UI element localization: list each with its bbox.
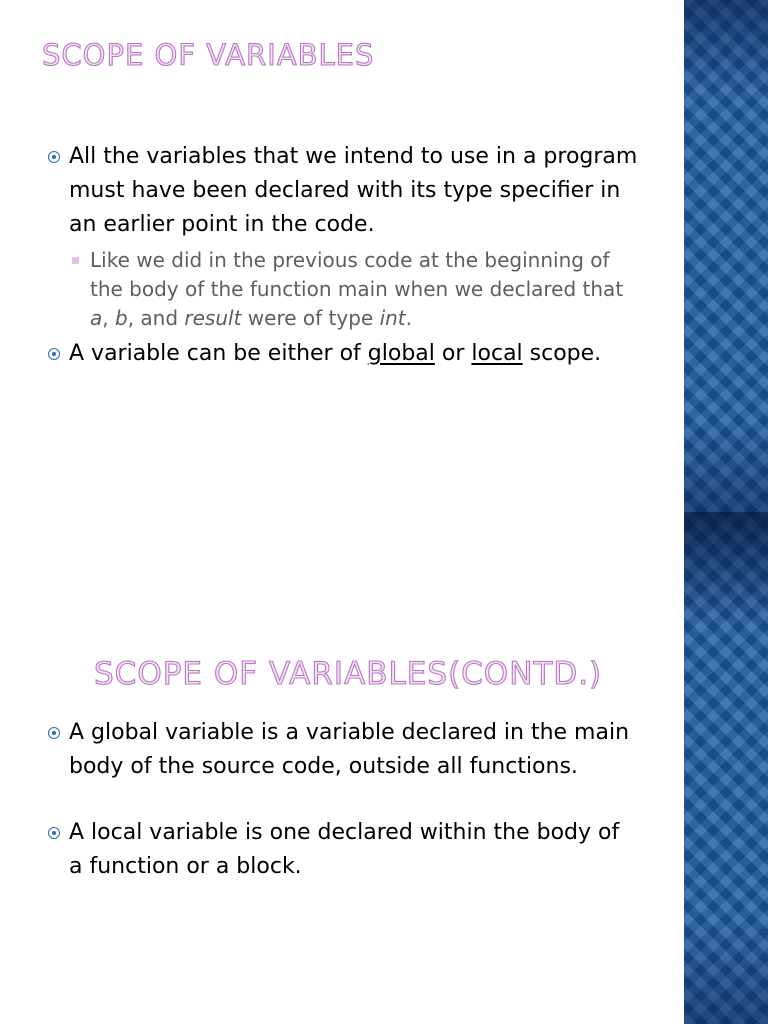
bullet-text: All the variables that we intend to use in a program must have been declared with its type specifier in an earlier point in the code. (69, 144, 638, 237)
bullet-text: A local variable is one declared within the body of a function or a block. (69, 820, 620, 879)
circled-dot-bullet-icon (48, 348, 60, 360)
sub-and: , and (127, 306, 185, 330)
slide-2-bullet-list (48, 716, 638, 884)
circled-dot-bullet-icon (48, 827, 60, 839)
sub-text-2: were of type (241, 306, 380, 330)
decorative-side-panel (684, 512, 768, 1024)
bullet2-text-1: A variable can be either of (69, 341, 368, 366)
type-int: int (379, 306, 406, 330)
sub-bullet-example (69, 246, 648, 333)
sub-text-3: . (405, 306, 412, 330)
bullet-declare-variables (48, 140, 648, 333)
term-global: global (367, 341, 435, 366)
var-b: b (114, 306, 128, 330)
circled-dot-bullet-icon (48, 727, 60, 739)
bullet-global-variable (48, 716, 638, 784)
bullet-local-variable (48, 816, 638, 884)
slide-2 (0, 512, 768, 1024)
sub-comma: , (102, 306, 115, 330)
var-result: result (184, 306, 242, 330)
slide-1-title: SCOPE OF VARIABLES (42, 38, 375, 72)
var-a: a (90, 306, 103, 330)
sub-text-1: Like we did in the previous code at the beginning of the body of the function main when we declared that (90, 248, 624, 301)
decorative-side-panel (684, 0, 768, 512)
square-bullet-icon (72, 257, 79, 264)
term-local: local (471, 341, 523, 366)
slide-2-title: SCOPE OF VARIABLES(CONTD.) (94, 656, 603, 692)
bullet-text: A global variable is a variable declared in the main body of the source code, outside all functions. (69, 720, 630, 779)
bullet2-text-2: scope. (522, 341, 602, 366)
bullet2-or: or (434, 341, 472, 366)
bullet-global-or-local (48, 337, 648, 371)
slide-1-bullet-list (48, 140, 648, 371)
circled-dot-bullet-icon (48, 151, 60, 163)
